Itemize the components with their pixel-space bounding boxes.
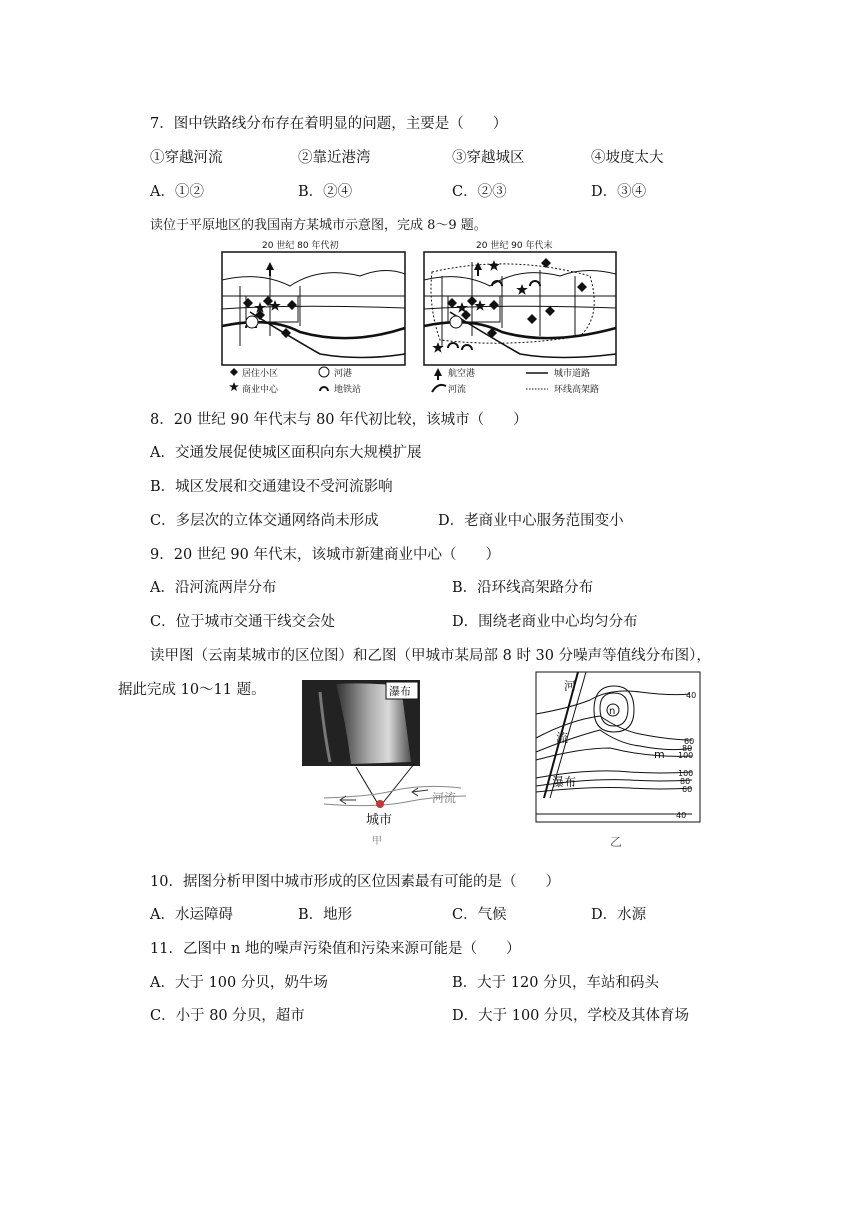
legend-commercial: 商业中心 — [242, 385, 279, 395]
waterfall-label-yi: 瀑布 — [552, 775, 577, 789]
q10-option-d: D．水源 — [591, 907, 647, 923]
q7-option-b: B．②④ — [298, 184, 353, 200]
city-dot — [376, 800, 384, 808]
q7-item-2: ②靠近港湾 — [298, 150, 371, 166]
he-label: 河 — [564, 679, 577, 693]
map-1980s-frame — [222, 252, 405, 365]
q8-option-d: D．老商业中心服务范围变小 — [438, 513, 624, 529]
waterfall-label: 瀑布 — [389, 685, 411, 698]
q9-option-b: B．沿环线高架路分布 — [452, 580, 594, 596]
contour-label: 60 — [684, 737, 695, 746]
contour-label: 80 — [680, 777, 691, 786]
q7-option-a: A．①② — [150, 184, 204, 200]
q9-stem: 9．20 世纪 90 年代末，该城市新建商业中心（ ） — [150, 547, 500, 563]
n-label: n — [609, 706, 616, 717]
q11-option-c: C．小于 80 分贝，超市 — [150, 1008, 305, 1024]
figure-yi-caption: 乙 — [610, 835, 623, 849]
figure-jia-caption: 甲 — [372, 836, 382, 847]
q10-stem: 10．据图分析甲图中城市形成的区位因素最有可能的是（ ） — [150, 874, 560, 890]
city-map-figure — [210, 236, 630, 402]
q9-option-c: C．位于城市交通干线交会处 — [150, 614, 336, 630]
city-label: 城市 — [366, 813, 393, 828]
map-legend — [229, 367, 599, 395]
contour-label: 40 — [686, 691, 697, 700]
intro-8-9: 读位于平原地区的我国南方某城市示意图，完成 8～9 题。 — [150, 218, 487, 233]
contour-label: 60 — [682, 785, 693, 794]
q11-stem: 11．乙图中 n 地的噪声污染值和污染来源可能是（ ） — [150, 941, 521, 957]
contour-label: 100 — [678, 751, 694, 760]
map-title-1980s: 20 世纪 80 年代初 — [262, 241, 339, 251]
figure-jia — [296, 672, 496, 852]
q11-option-d: D．大于 100 分贝，学校及其体育场 — [452, 1008, 690, 1024]
legend-ring-road: 环线高架路 — [554, 385, 600, 395]
figure-yi — [530, 668, 710, 854]
q7-option-d: D．③④ — [591, 184, 647, 200]
intro-10-11-line2: 据此完成 10～11 题。 — [118, 682, 266, 698]
map-title-1990s: 20 世纪 90 年代末 — [476, 241, 553, 251]
q8-option-a: A．交通发展促使城区面积向东大规模扩展 — [150, 445, 422, 461]
contour-label: 40 — [676, 811, 687, 820]
q8-stem: 8．20 世纪 90 年代末与 80 年代初比较，该城市（ ） — [150, 412, 528, 428]
q7-stem: 7．图中铁路线分布存在着明显的问题，主要是（ ） — [150, 116, 508, 132]
q7-item-3: ③穿越城区 — [452, 150, 525, 166]
q9-option-a: A．沿河流两岸分布 — [150, 580, 277, 596]
legend-road: 城市道路 — [554, 369, 591, 379]
q9-option-d: D．围绕老商业中心均匀分布 — [452, 614, 638, 630]
m-label: m — [654, 748, 665, 761]
q11-option-b: B．大于 120 分贝，车站和码头 — [452, 975, 660, 991]
contour-label: 100 — [678, 769, 694, 778]
q7-item-1: ①穿越河流 — [150, 150, 223, 166]
liu-label: 流 — [556, 731, 569, 745]
legend-subway: 地铁站 — [334, 385, 362, 395]
q10-option-a: A．水运障碍 — [150, 907, 233, 923]
river-label: 河流 — [432, 791, 457, 805]
q11-option-a: A．大于 100 分贝，奶牛场 — [150, 975, 328, 991]
q7-option-c: C．②③ — [452, 184, 507, 200]
map-1990s-frame — [424, 252, 616, 365]
q7-item-4: ④坡度太大 — [591, 150, 664, 166]
legend-airport: 航空港 — [448, 369, 476, 379]
legend-river-port: 河港 — [334, 369, 353, 379]
legend-river: 河流 — [448, 385, 467, 395]
q10-option-c: C．气候 — [452, 907, 507, 923]
contour-label: 80 — [682, 744, 693, 753]
q8-option-c: C．多层次的立体交通网络尚未形成 — [150, 513, 379, 529]
q10-option-b: B．地形 — [298, 907, 353, 923]
legend-residential: 居住小区 — [242, 369, 279, 379]
intro-10-11-line1: 读甲图（云南某城市的区位图）和乙图（甲城市某局部 8 时 30 分噪声等值线分布图）， — [150, 648, 711, 664]
q8-option-b: B．城区发展和交通建设不受河流影响 — [150, 479, 393, 495]
